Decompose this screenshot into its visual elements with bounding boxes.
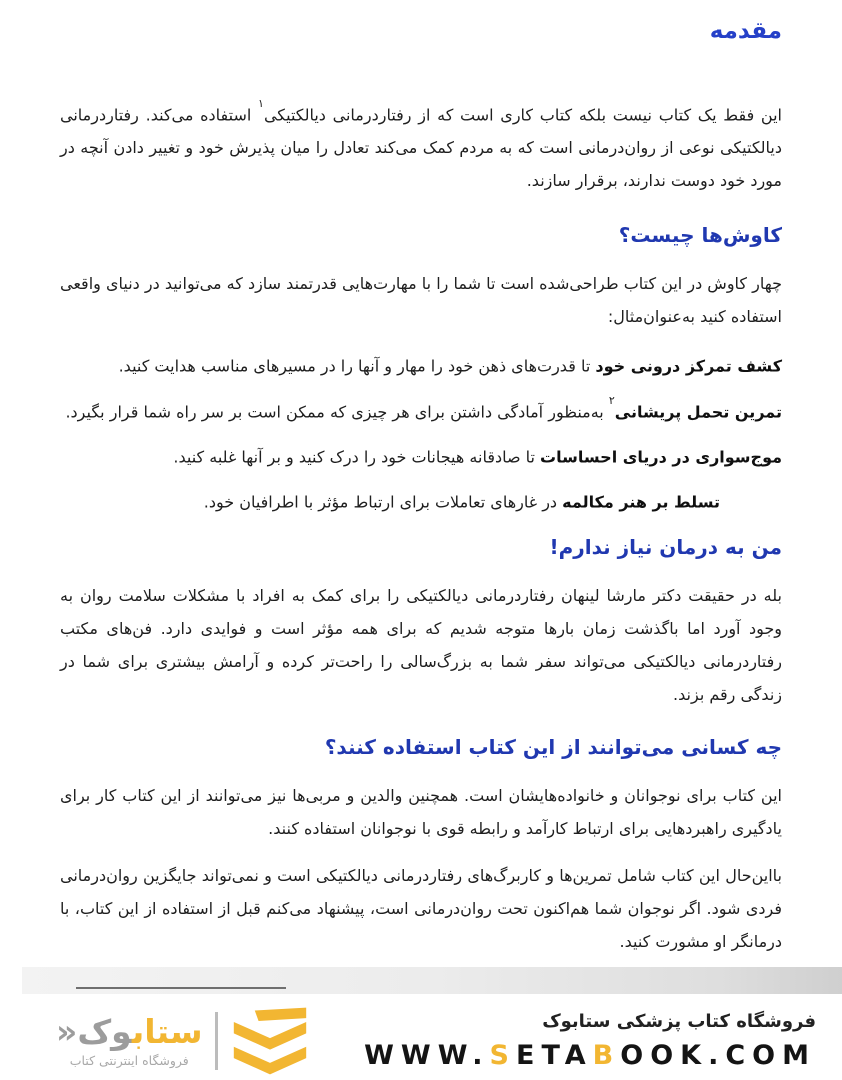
list-item-text: تا صادقانه هیجانات خود را درک کنید و بر آنها غلبه کنید. [173, 447, 541, 467]
skill-list [60, 345, 782, 518]
who-can-use-paragraph-1: این کتاب برای نوجوانان و خانواده‌هایشان است. همچنین والدین و مربی‌ها نیز می‌توانند از این کتاب کار برای یادگیری راهبردهایی برای ارتباط کارآمد و رابطه قوی با نوجوانان استفاده کنند. [60, 785, 782, 838]
intro-text: این فقط یک کتاب نیست بلکه کتاب کاری است که از رفتاردرمانی دیالکتیکی [263, 105, 782, 125]
list-item-emotion-surfing [60, 436, 782, 473]
logo-divider [215, 1012, 218, 1070]
no-therapy-paragraph: بله در حقیقت دکتر مارشا لینهان رفتاردرمانی دیالکتیکی را برای کمک به افراد با مشکلات سلامت روان به وجود آورد اما باگذشت زمان بارها متوجه شدیم که برای همه مؤثر است و فوایدی دارد. فن‌های مکتب رفتاردرمانی دیالکتیکی می‌تواند سفر شما به بزرگ‌سالی را راحت‌تر کرده و آرامش بیشتری برای شما در زندگی رقم بزند. [60, 585, 782, 704]
footnote-ref-1: ۱ [258, 97, 264, 110]
setabook-logo[interactable] [56, 1006, 310, 1076]
list-item-text: در غارهای تعاملات برای ارتباط مؤثر با اطرافیان خود. [203, 492, 563, 512]
setabook-chevron-icon [230, 1006, 310, 1076]
intro-text-cont: استفاده می‌کند. رفتاردرمانی دیالکتیکی نوعی از روان‌درمانی است که به مردم کمک می‌کند تعادل را میان پذیرش خود و تغییر دادن آنچه در مورد خود دوست ندارند، برقرار سازند. [60, 105, 782, 191]
wordmark-chevron-glyph: « [56, 1012, 78, 1052]
url-s-gold: S [489, 1040, 516, 1071]
setabook-wordmark [56, 1014, 203, 1050]
section-heading-no-therapy-needed: من به درمان نیاز ندارم! [549, 534, 782, 559]
footer-store-info [364, 1011, 816, 1071]
explorations-intro-paragraph: چهار کاوش در این کتاب طراحی‌شده است تا شما را با مهارت‌هایی قدرتمند سازد که می‌توانید در دنیای واقعی استفاده کنید به‌عنوان‌مثال: [60, 274, 782, 327]
list-item-conversation-art [60, 481, 782, 518]
footnote-ref-2: ۲ [608, 393, 615, 407]
wordmark-gray-part: وک [77, 1012, 132, 1052]
setabook-wordmark-block [56, 1014, 203, 1067]
list-item-inner-focus [60, 345, 782, 382]
url-www: WWW. [364, 1040, 490, 1071]
section-heading-who-can-use: چه کسانی می‌توانند از این کتاب استفاده کنند؟ [324, 734, 782, 759]
list-item-text: تا قدرت‌های ذهن خود را مهار و آنها را در مسیرهای مناسب هدایت کنید. [118, 356, 596, 376]
wordmark-gold-part: ستاب [131, 1012, 203, 1052]
intro-paragraph [60, 94, 782, 197]
url-eta: ETA [516, 1040, 593, 1071]
url-ook-com: OOK.COM [620, 1040, 816, 1071]
store-name: فروشگاه کتاب پزشکی ستابوک [542, 1011, 816, 1032]
who-can-use-paragraph-2: بااین‌حال این کتاب شامل تمرین‌ها و کاربرگ‌های رفتاردرمانی دیالکتیکی است و نمی‌تواند جایگزین روان‌درمانی فردی شود. اگر نوجوان شما هم‌اکنون تحت روان‌درمانی است، پیشنهاد می‌کنم قبل از استفاده از این کتاب، با درمانگر او مشورت کنید. [60, 865, 782, 951]
list-item-lead: تسلط بر هنر مکالمه [562, 492, 720, 512]
list-item-text: به‌منظور آمادگی داشتن برای هر چیزی که ممکن است بر سر راه شما قرار بگیرد. [65, 401, 609, 421]
url-b-gold: B [592, 1040, 621, 1071]
footnote-divider [76, 987, 286, 989]
page-title: مقدمه [709, 18, 782, 44]
list-item-lead: تمرین تحمل پریشانی [614, 401, 782, 421]
section-heading-explorations: کاوش‌ها چیست؟ [618, 223, 782, 248]
page-edge-shadow [22, 967, 842, 994]
site-url-link[interactable] [364, 1040, 816, 1071]
list-item-lead: موج‌سواری در دریای احساسات [540, 447, 782, 467]
list-item-lead: کشف تمرکز درونی خود [595, 356, 782, 376]
list-item-distress-tolerance [60, 391, 782, 428]
publisher-footer [0, 1002, 842, 1080]
logo-tagline: فروشگاه اینترنتی کتاب [69, 1052, 189, 1068]
